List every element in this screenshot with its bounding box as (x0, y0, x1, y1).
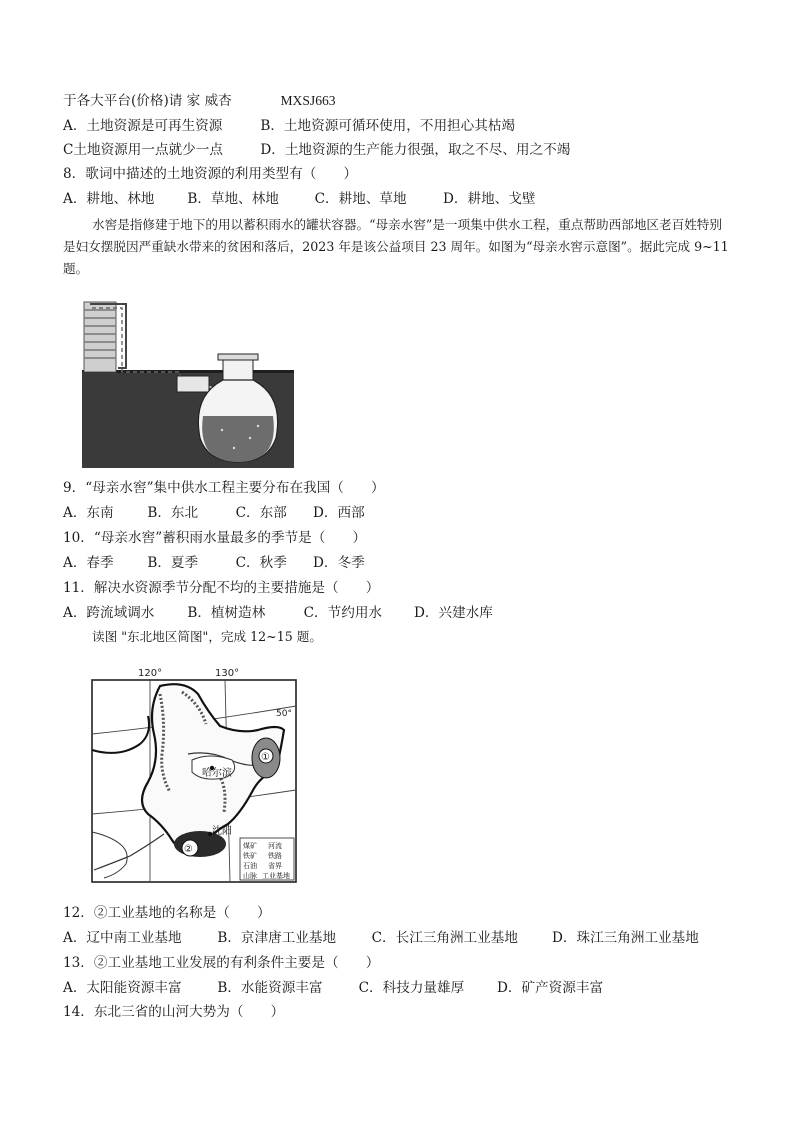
q12-option-a[interactable]: A．辽中南工业基地 (63, 930, 182, 946)
northeast-map (90, 664, 300, 886)
q7-options-row-1 (63, 117, 515, 135)
q9-options (63, 504, 365, 522)
q10-option-a[interactable]: A．春季 (63, 555, 114, 571)
q9-option-d[interactable]: D．西部 (312, 505, 365, 521)
q12-option-d[interactable]: D．珠江三角洲工业基地 (551, 930, 699, 946)
q10-option-b[interactable]: B．夏季 (147, 555, 199, 571)
q13-option-d[interactable]: D．矿产资源丰富 (496, 980, 604, 996)
passage-text: 水窖是指修建于地下的用以蓄积雨水的罐状容器。“母亲水窖”是一项集中供水工程，重点帮助西部地区老百姓特别是妇女摆脱因严重缺水带来的贫困和落后，2023 年是该公益项目 23 周年。如图为“母亲水窖示意图”。据此完成 9~11 题。 (63, 217, 729, 276)
shenyang-label: 沈阳 (212, 826, 232, 837)
q7-options-row-2 (63, 141, 570, 159)
q13-option-c[interactable]: C．科技力量雄厚 (358, 980, 465, 996)
q10-option-c[interactable]: C．秋季 (235, 555, 287, 571)
q12-option-c[interactable]: C．长江三角洲工业基地 (371, 930, 518, 946)
q8-option-c[interactable]: C．耕地、草地 (314, 191, 407, 207)
q13-option-a[interactable]: A．太阳能资源丰富 (63, 980, 182, 996)
q13-options (63, 979, 603, 997)
q12-stem: 12．②工业基地的名称是（ ） (63, 905, 271, 921)
q8-option-d[interactable]: D．耕地、戈壁 (442, 191, 536, 207)
q12-options (63, 929, 699, 947)
map-intro: 读图 "东北地区简图"，完成 12~15 题。 (92, 629, 322, 644)
q13-option-b[interactable]: B．水能资源丰富 (217, 980, 323, 996)
header-text: 于各大平台(价格)请 家 威杏 (63, 93, 232, 109)
legend-railway: 铁路 (268, 852, 282, 860)
q8-option-b[interactable]: B．草地、林地 (187, 191, 279, 207)
q10-stem: 10．“母亲水窖”蓄积雨水量最多的季节是（ ） (63, 530, 367, 546)
q10-option-d[interactable]: D．冬季 (312, 555, 365, 571)
house (84, 302, 116, 372)
base-2-marker: ② (184, 844, 193, 855)
q9-option-b[interactable]: B．东北 (147, 505, 199, 521)
legend-oil: 石油 (243, 862, 257, 870)
header-line (63, 92, 336, 110)
q11-options (63, 604, 493, 622)
northeast-map-figure (90, 664, 300, 890)
q11-option-c[interactable]: C．节约用水 (303, 605, 383, 621)
lon-130-label: 130° (215, 668, 240, 679)
legend-iron: 铁矿 (243, 852, 257, 860)
q7-option-d[interactable]: D．土地资源的生产能力很强，取之不尽、用之不竭 (260, 142, 571, 158)
legend-border: 省界 (268, 862, 282, 870)
header-code: MXSJ663 (280, 93, 336, 108)
legend-industrial-base: 工业基地 (262, 872, 290, 880)
q8-options (63, 190, 535, 208)
q14-stem: 14．东北三省的山河大势为（ ） (63, 1004, 285, 1020)
water-cellar-figure (82, 298, 294, 472)
q7-option-a[interactable]: A．土地资源是可再生资源 (63, 118, 223, 134)
q9-option-a[interactable]: A．东南 (63, 505, 114, 521)
legend-coal: 煤矿 (243, 842, 257, 850)
q7-option-c[interactable]: C土地资源用一点就少一点 (63, 142, 223, 158)
water-cellar-diagram (82, 298, 294, 468)
map-legend (240, 838, 294, 880)
legend-river: 河流 (268, 842, 282, 850)
harbin-label: 哈尔滨 (202, 768, 232, 779)
q10-options (63, 554, 365, 572)
q12-option-b[interactable]: B．京津唐工业基地 (217, 930, 337, 946)
q8-option-a[interactable]: A．耕地、林地 (63, 191, 155, 207)
q11-option-d[interactable]: D．兴建水库 (413, 605, 493, 621)
q9-option-c[interactable]: C．东部 (235, 505, 287, 521)
base-1-marker: ① (261, 752, 270, 763)
q8-stem: 8．歌词中描述的土地资源的利用类型有（ ） (63, 166, 358, 182)
lon-120-label: 120° (138, 668, 163, 679)
q11-option-b[interactable]: B．植树造林 (187, 605, 266, 621)
q13-stem: 13．②工业基地工业发展的有利条件主要是（ ） (63, 955, 380, 971)
q7-option-b[interactable]: B．土地资源可循环使用，不用担心其枯竭 (260, 118, 516, 134)
legend-mountain: 山脉 (243, 872, 257, 880)
lat-50-label: 50° (276, 709, 292, 719)
q11-option-a[interactable]: A．跨流域调水 (63, 605, 155, 621)
q11-stem: 11．解决水资源季节分配不均的主要措施是（ ） (63, 580, 380, 596)
water-cellar-passage (63, 214, 733, 280)
q9-stem: 9．“母亲水窖”集中供水工程主要分布在我国（ ） (63, 480, 385, 496)
